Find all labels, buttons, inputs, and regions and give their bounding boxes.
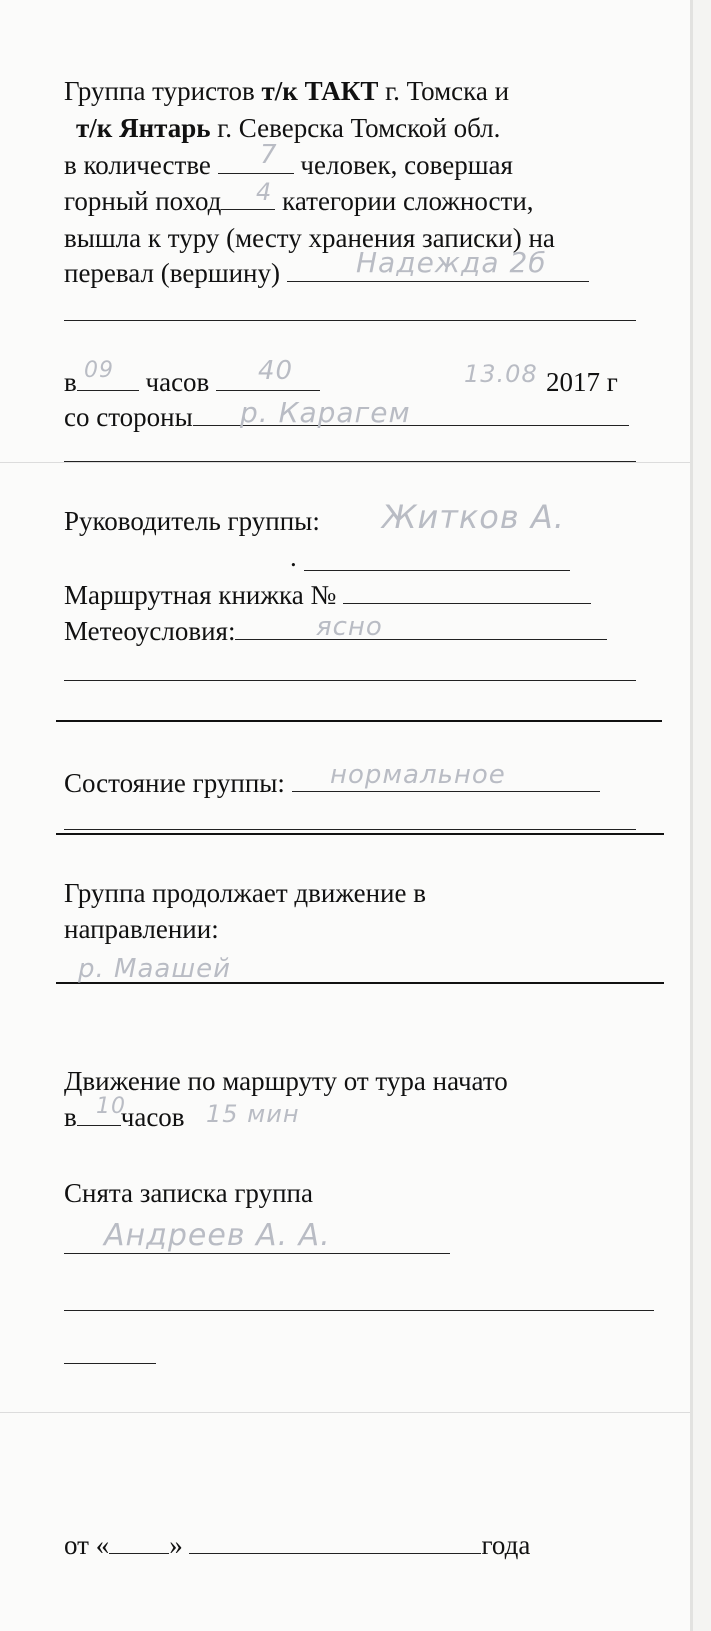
club-yantar: т/к Янтарь <box>76 113 211 143</box>
header-text: в количестве <box>64 150 218 180</box>
removed-field-line-2[interactable] <box>64 1310 654 1311</box>
leader-dot: . <box>290 542 297 572</box>
hw-people-count: 7 <box>260 140 278 170</box>
hw-hour: 09 <box>84 358 114 383</box>
pass-field-line-2[interactable] <box>64 320 636 321</box>
start-v-label: в <box>64 1102 77 1132</box>
header-line-5: вышла к туру (месту хранения записки) на <box>64 223 555 253</box>
club-takt: т/к ТАКТ <box>261 76 379 106</box>
start-hours-label: часов <box>120 1102 185 1132</box>
footer-year-label: года <box>481 1530 531 1560</box>
header-text: горный поход <box>64 186 222 216</box>
fold-crease <box>0 462 690 463</box>
header-line-1 <box>64 74 509 108</box>
header-text: г. Северска Томской обл. <box>210 113 501 143</box>
state-field-line-2[interactable] <box>64 829 636 830</box>
hw-date: 13.08 <box>464 360 538 388</box>
hw-direction: р. Маашей <box>78 954 232 984</box>
hw-leader: Житков А. <box>382 498 565 536</box>
fold-crease <box>0 1412 690 1413</box>
route-book-row <box>64 578 591 612</box>
footer-month-field[interactable] <box>189 1531 481 1554</box>
weather-field[interactable] <box>235 617 607 640</box>
header-text: категории сложности, <box>275 186 534 216</box>
hw-start-hour: 10 <box>96 1094 126 1119</box>
route-book-label: Маршрутная книжка № <box>64 580 337 610</box>
direction-label-2: направлении: <box>64 914 219 944</box>
footer-close-quote: » <box>169 1530 183 1560</box>
pass-label: перевал (вершину) <box>64 258 287 288</box>
hw-minutes: 40 <box>258 356 294 386</box>
time-v-label: в <box>64 367 77 397</box>
hw-start-minutes: 15 мин <box>206 1100 300 1128</box>
hw-weather: ясно <box>316 612 383 642</box>
removed-field[interactable] <box>64 1253 450 1254</box>
side-label: со стороны <box>64 402 193 432</box>
people-count-field[interactable] <box>218 151 294 174</box>
removed-label: Снята записка группа <box>64 1178 313 1208</box>
footer-row <box>64 1528 530 1562</box>
leader-label: Руководитель группы: <box>64 506 320 536</box>
footer-ot-label: от « <box>64 1530 110 1560</box>
side-field-line-2[interactable] <box>64 461 636 462</box>
header-line-3 <box>64 148 513 182</box>
hw-pass-name: Надежда 2б <box>356 246 547 279</box>
hw-difficulty: 4 <box>256 178 273 206</box>
hw-state: нормальное <box>330 760 506 790</box>
state-field-line-3[interactable] <box>56 833 664 835</box>
hours-label: часов <box>138 367 217 397</box>
route-book-field[interactable] <box>343 581 591 604</box>
hw-side: р. Карагем <box>240 396 411 429</box>
removed-field-line-3[interactable] <box>64 1363 156 1364</box>
weather-label: Метеоусловия: <box>64 616 236 646</box>
header-line-4 <box>64 184 534 218</box>
year-label: 2017 г <box>546 367 618 397</box>
start-label-1: Движение по маршруту от тура начато <box>64 1066 508 1096</box>
footer-day-field[interactable] <box>109 1531 169 1554</box>
weather-field-line-3[interactable] <box>56 720 662 722</box>
header-text: г. Томска и <box>378 76 510 106</box>
header-text: человек, совершая <box>293 150 513 180</box>
weather-field-line-2[interactable] <box>64 680 636 681</box>
hw-removed-by: Андреев А. А. <box>104 1218 331 1253</box>
header-line-2 <box>76 111 500 145</box>
state-label: Состояние группы: <box>64 768 285 798</box>
leader-field[interactable] <box>304 570 570 571</box>
header-text: Группа туристов <box>64 76 262 106</box>
direction-label-1: Группа продолжает движение в <box>64 878 426 908</box>
